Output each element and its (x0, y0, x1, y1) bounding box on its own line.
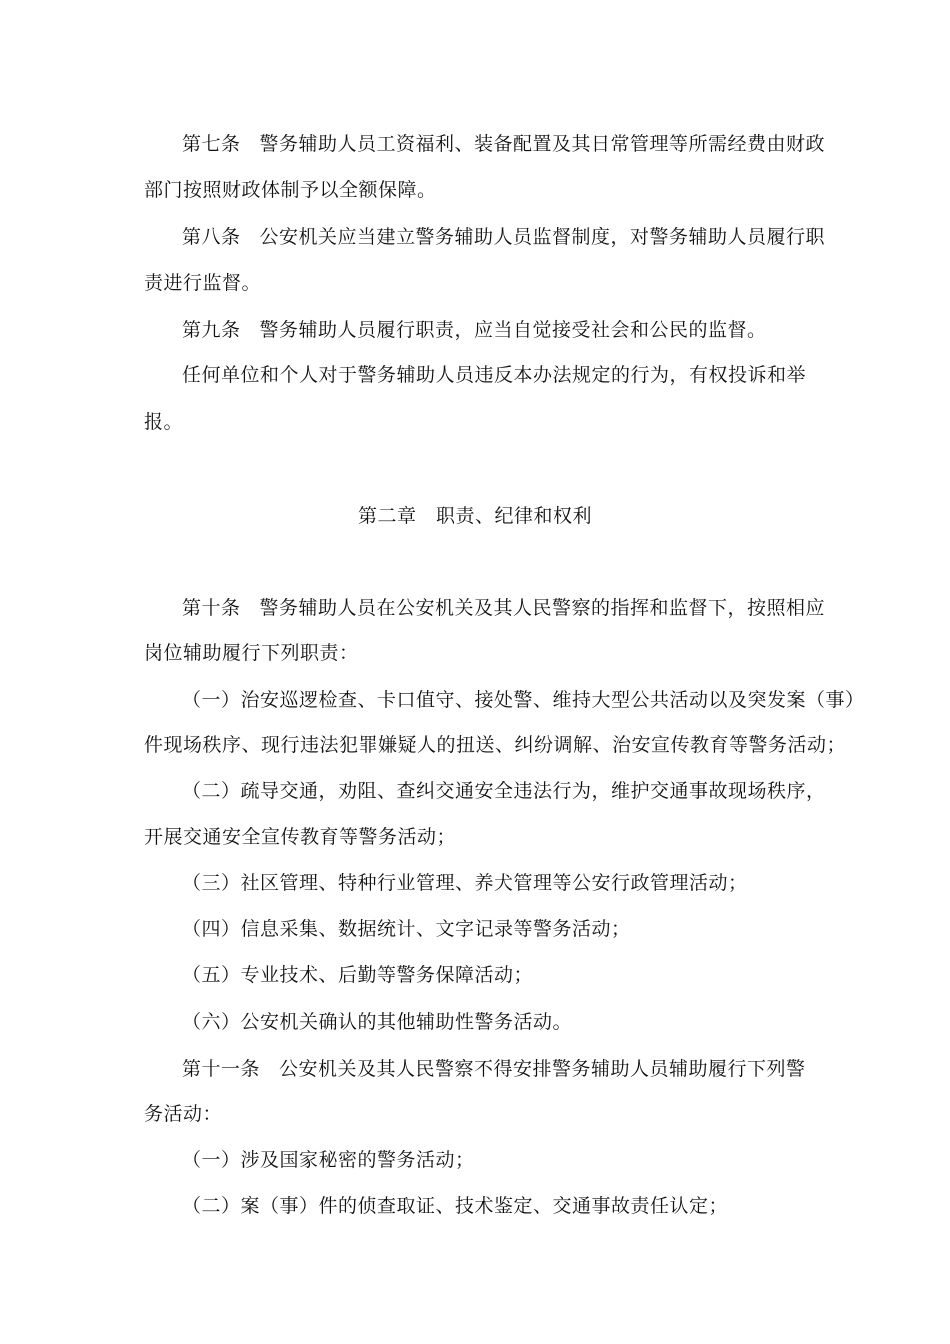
article-7-text: 警务辅助人员工资福利、装备配置及其日常管理等所需经费由财政 (259, 133, 826, 155)
article-8-line-1 (182, 224, 825, 250)
article-10-label: 第十条 (182, 597, 241, 619)
article-8-line-2: 责进行监督。 (144, 272, 262, 294)
article-11-item-1: （一）涉及国家秘密的警务活动； (182, 1149, 475, 1171)
article-7-label: 第七条 (182, 133, 241, 155)
article-10-item-1-line-1: （一）治安巡逻检查、卡口值守、接处警、维持大型公共活动以及突发案（事） (182, 689, 865, 711)
article-9-para-2-line-1: 任何单位和个人对于警务辅助人员违反本办法规定的行为，有权投诉和举 (182, 364, 807, 386)
article-11-label: 第十一条 (182, 1058, 261, 1080)
article-8-label: 第八条 (182, 226, 241, 248)
article-10-item-6: （六）公安机关确认的其他辅助性警务活动。 (182, 1011, 573, 1033)
article-11-line-1 (182, 1056, 806, 1082)
article-7-line-1 (182, 131, 825, 157)
article-9-line-1 (182, 317, 767, 343)
article-7-line-2: 部门按照财政体制予以全额保障。 (144, 179, 437, 201)
article-11-line-2: 务活动： (144, 1103, 223, 1125)
article-10-item-1-line-2: 件现场秩序、现行违法犯罪嫌疑人的扭送、纠纷调解、治安宣传教育等警务活动； (144, 734, 847, 756)
chapter-heading: 第二章 职责、纪律和权利 (357, 505, 592, 527)
article-10-item-2-line-1: （二）疏导交通，劝阻、查纠交通安全违法行为，维护交通事故现场秩序， (182, 780, 826, 802)
article-9-label: 第九条 (182, 319, 241, 341)
article-10-text: 警务辅助人员在公安机关及其人民警察的指挥和监督下，按照相应 (259, 597, 826, 619)
article-10-item-3: （三）社区管理、特种行业管理、养犬管理等公安行政管理活动； (182, 872, 748, 894)
article-10-line-2: 岗位辅助履行下列职责： (144, 642, 359, 664)
article-9-para-2-line-2: 报。 (144, 411, 184, 433)
article-10-item-5: （五）专业技术、后勤等警务保障活动； (182, 964, 534, 986)
article-10-item-4: （四）信息采集、数据统计、文字记录等警务活动； (182, 918, 631, 940)
article-9-text: 警务辅助人员履行职责，应当自觉接受社会和公民的监督。 (259, 319, 767, 341)
article-8-text: 公安机关应当建立警务辅助人员监督制度，对警务辅助人员履行职 (259, 226, 826, 248)
article-11-item-2: （二）案（事）件的侦查取证、技术鉴定、交通事故责任认定； (182, 1195, 729, 1217)
article-11-text: 公安机关及其人民警察不得安排警务辅助人员辅助履行下列警 (279, 1058, 806, 1080)
article-10-line-1 (182, 595, 825, 621)
article-10-item-2-line-2: 开展交通安全宣传教育等警务活动； (144, 826, 457, 848)
